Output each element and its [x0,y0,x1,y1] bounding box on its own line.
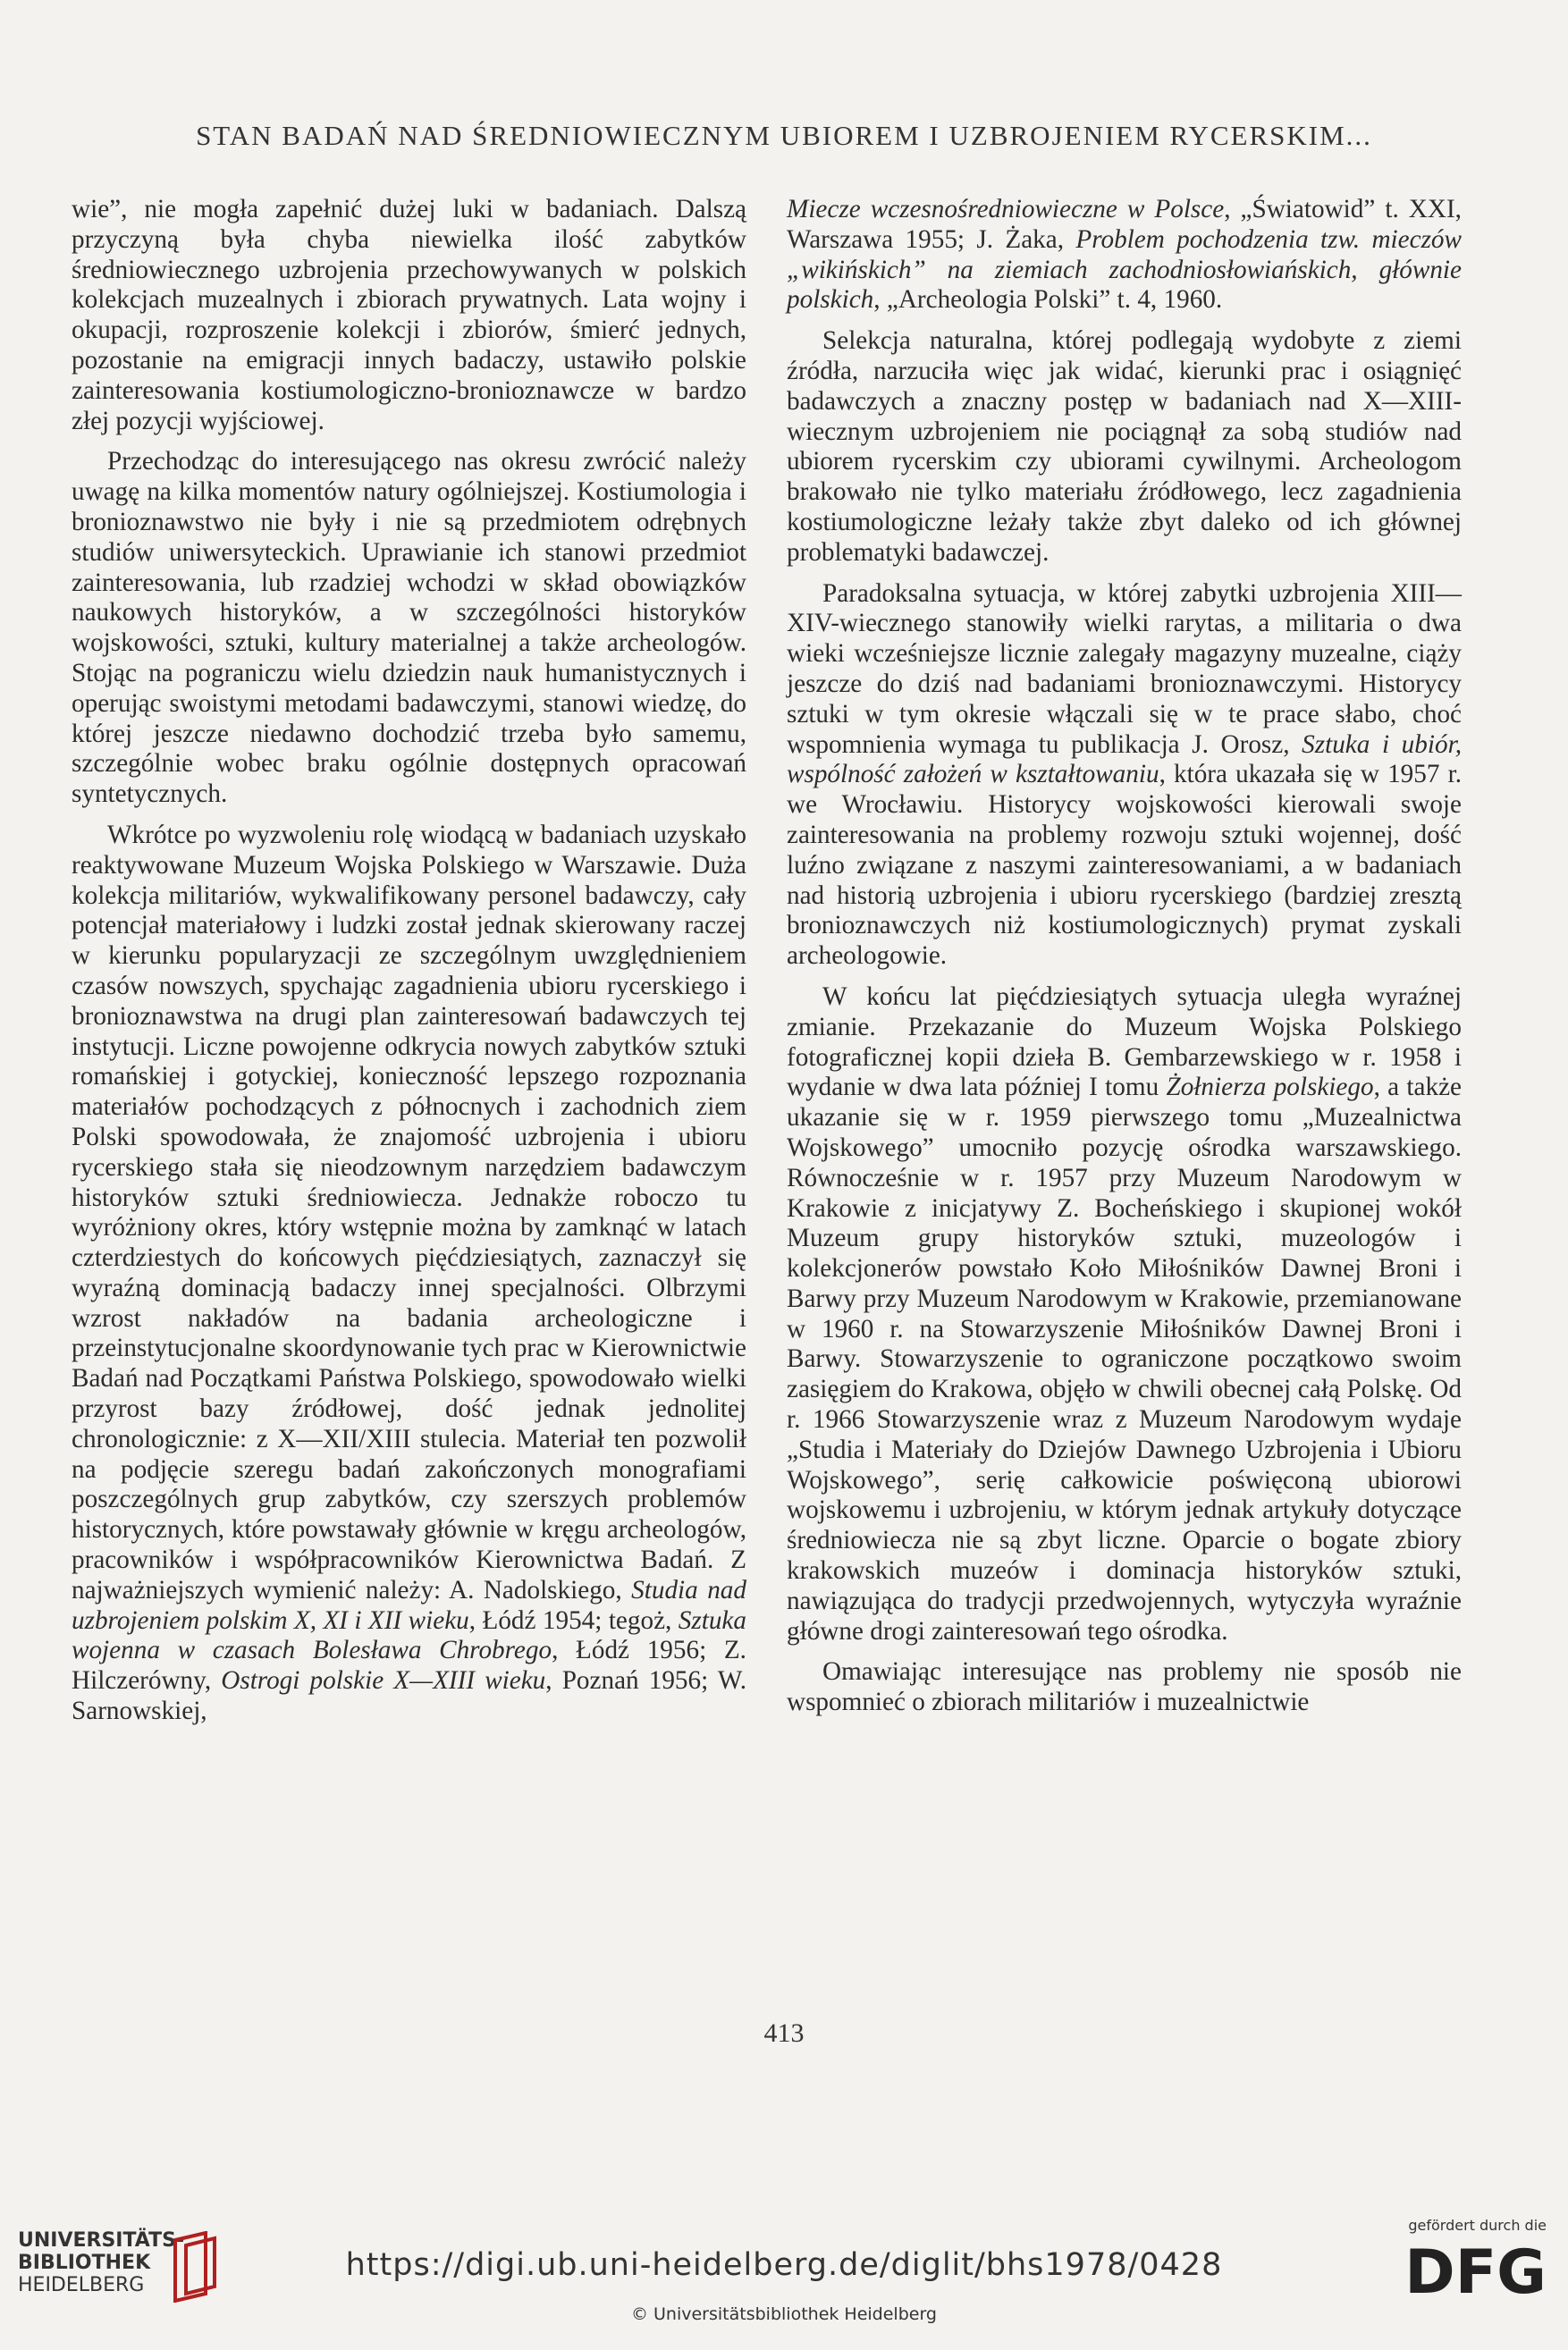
right-paragraph-1: Miecze wczesnośredniowieczne w Polsce, „Światowid” t. XXI, Warszawa 1955; J. Żaka, Problem pochodzenia tzw. mieczów „wikińskich” na ziemiach zachodniosłowiańskich, głównie polskich, „Archeologia Polski” t. 4, 1960. [787,195,1462,315]
copyright-notice: © Universitätsbibliothek Heidelberg [630,2304,937,2324]
sponsor-logo-text: DFG [1404,2239,1547,2302]
right-paragraph-4: W końcu lat pięćdziesiątych sytuacja uległa wyraźnej zmianie. Przekazanie do Muzeum Wojska Polskiego fotograficznej kopii dzieła B. Gembarzewskiego w r. 1958 i wydanie w dwa lata później I tomu Żołnierza polskiego, a także ukazanie się w r. 1959 pierwszego tomu „Muzealnictwa Wojskowego” umocniło pozycję ośrodka warszawskiego. Równocześnie w r. 1957 przy Muzeum Narodowym w Krakowie z inicjatywy Z. Bocheńskiego i skupionej wokół Muzeum grupy historyków sztuki, muzeologów i kolekcjonerów powstało Koło Miłośników Dawnej Broni i Barwy przy Muzeum Narodowym w Krakowie, przemianowane w 1960 r. na Stowarzyszenie Miłośników Dawnej Broni i Barwy. Stowarzyszenie to ograniczone początkowo swoim zasięgiem do Krakowa, objęło w chwili obecnej całą Polskę. Od r. 1966 Stowarzyszenie wraz z Muzeum Narodowym wydaje „Studia i Materiały do Dziejów Dawnego Uzbrojenia i Ubioru Wojskowego”, serię całkowicie poświęconą ubiorowi wojskowemu i uzbrojeniu, w którym jednak artykuły dotyczące średniowiecza nie są zbyt liczne. Oparcie o bogate zbiory krakowskich muzeów i dominacja historyków sztuki, nawiązująca do tradycji przedwojennych, wytyczyła wyraźnie główne drogi zainteresowań tego ośrodka. [787,981,1462,1646]
library-name-line1: UNIVERSITÄTS- [18,2229,185,2252]
right-column [787,195,1462,1718]
library-name-line2: BIBLIOTHEK [18,2252,151,2274]
left-paragraph-2: Przechodząc do interesującego nas okresu zwrócić należy uwagę na kilka momentów natury ogólniejszej. Kostiumologia i bronioznawstwo nie były i nie są przedmiotem odrębnych studiów uniwersyteckich. Uprawianie ich stanowi przedmiot zainteresowania, lub rzadziej wchodzi w skład obowiązków naukowych historyków, a w szczególności historyków wojskowości, sztuki, kultury materialnej a także archeologów. Stojąc na pograniczu wielu dziedzin nauk humanistycznych i operując swoistymi metodami badawczymi, stanowi wiedzę, do której jeszcze niedawno dochodzić trzeba było samemu, szczególnie wobec braku ogólnie dostępnych opracowań syntetycznych. [72,447,746,809]
page-number: 413 [763,2018,805,2048]
running-header: STAN BADAŃ NAD ŚREDNIOWIECZNYM UBIOREM I UZBROJENIEM RYCERSKIM... [196,120,1372,151]
document-url-link[interactable]: https://digi.ub.uni-heidelberg.de/diglit/bhs1978/0428 [345,2247,1223,2283]
dfg-wordmark-icon [1395,2239,1547,2302]
right-paragraph-2: Selekcja naturalna, której podlegają wydobyte z ziemi źródła, narzuciła więc jak widać, kierunki prac i osiągnięć badawczych a znaczny postęp w badaniach nad X—XIII-wiecznym uzbrojeniem nie pociągnął za sobą studiów nad ubiorem rycerskim czy ubiorami cywilnymi. Archeologom brakowało nie tylko materiału źródłowego, lecz zagadnienia kostiumologiczne leżały także zbyt daleko od ich głównej problematyki badawczej. [787,326,1462,567]
footer-bar [0,2199,1568,2350]
left-paragraph-3: Wkrótce po wyzwoleniu rolę wiodącą w badaniach uzyskało reaktywowane Muzeum Wojska Polskiego w Warszawie. Duża kolekcja militariów, wykwalifikowany personel badawczy, cały potencjał materiałowy i ludzki został jednak skierowany raczej w kierunku popularyzacji ze szczególnym uwzględnieniem czasów nowszych, spychając zagadnienia ubioru rycerskiego i bronioznawstwa na drugi plan zainteresowań badawczych tej instytucji. Liczne powojenne odkrycia nowych zabytków sztuki romańskiej i gotyckiej, konieczność lepszego rozpoznania materiałów pochodzących z północnych i zachodnich ziem Polski spowodowała, że znajomość uzbrojenia i ubioru rycerskiego stała się nieodzownym narzędziem badawczym historyków sztuki średniowiecza. Jednakże roboczo tu wyróżniony okres, który wstępnie można by zamknąć w latach czterdziestych do końcowych pięćdziesiątych, zaznaczył się wyraźną dominacją badaczy innej specjalności. Olbrzymi wzrost nakładów na badania archeologiczne i przeinstytucjonalne skoordynowanie tych prac w Kierownictwie Badań nad Początkami Państwa Polskiego, spowodowało wielki przyrost bazy źródłowej, dość jednak jednolitej chronologicznie: z X—XII/XIII stulecia. Materiał ten pozwolił na podjęcie szeregu badań zakończonych monografiami poszczególnych grup zabytków, czy szerszych problemów historycznych, które powstawały głównie w kręgu archeologów, pracowników i współpracowników Kierownictwa Badań. Z najważniejszych wymienić należy: A. Nadolskiego, Studia nad uzbrojeniem polskim X, XI i XII wieku, Łódź 1954; tegoż, Sztuka wojenna w czasach Bolesława Chrobrego, Łódź 1956; Z. Hilczerówny, Ostrogi polskie X—XIII wieku, Poznań 1956; W. Sarnowskiej, [72,820,746,1726]
library-name-line3: HEIDELBERG [18,2274,145,2296]
left-column [72,195,746,1727]
left-paragraph-1: wie”, nie mogła zapełnić dużej luki w badaniach. Dalszą przyczyną była chyba niewielka ilość zabytków średniowiecznego uzbrojenia przechowywanych w polskich kolekcjach muzealnych i zbiorach prywatnych. Lata wojny i okupacji, rozproszenie kolekcji i zbiorów, śmierć jednych, pozostanie na emigracji innych badaczy, ustawiło polskie zainteresowania kostiumologiczno-bronioznawcze w bardzo złej pozycji wyjściowej. [72,195,746,435]
dfg-logo[interactable] [1386,2217,1547,2324]
sponsor-text: gefördert durch die [1408,2217,1547,2234]
right-paragraph-5: Omawiając interesujące nas problemy nie sposób nie wspomnieć o zbiorach militariów i muzealnictwie [787,1657,1462,1717]
right-paragraph-3: Paradoksalna sytuacja, w której zabytki uzbrojenia XIII—XIV-wiecznego stanowiły wielki rarytas, a militaria o dwa wieki wcześniejsze licznie zalegały magazyny muzealne, ciąży jeszcze do dziś nad badaniami bronioznawczymi. Historycy sztuki w tym okresie włączali się w te prace słabo, choć wspomnienia wymaga tu publikacja J. Orosz, Sztuka i ubiór, wspólność założeń w kształtowaniu, która ukazała się w 1957 r. we Wrocławiu. Historycy wojskowości kierowali swoje zainteresowania na problemy rozwoju sztuki wojennej, dość luźno związane z naszymi zainteresowaniami, a w badaniach nad historią uzbrojenia i ubioru rycerskiego (bardziej zresztą bronioznawczych niż kostiumologicznych) prymat zyskali archeologowie. [787,578,1462,971]
